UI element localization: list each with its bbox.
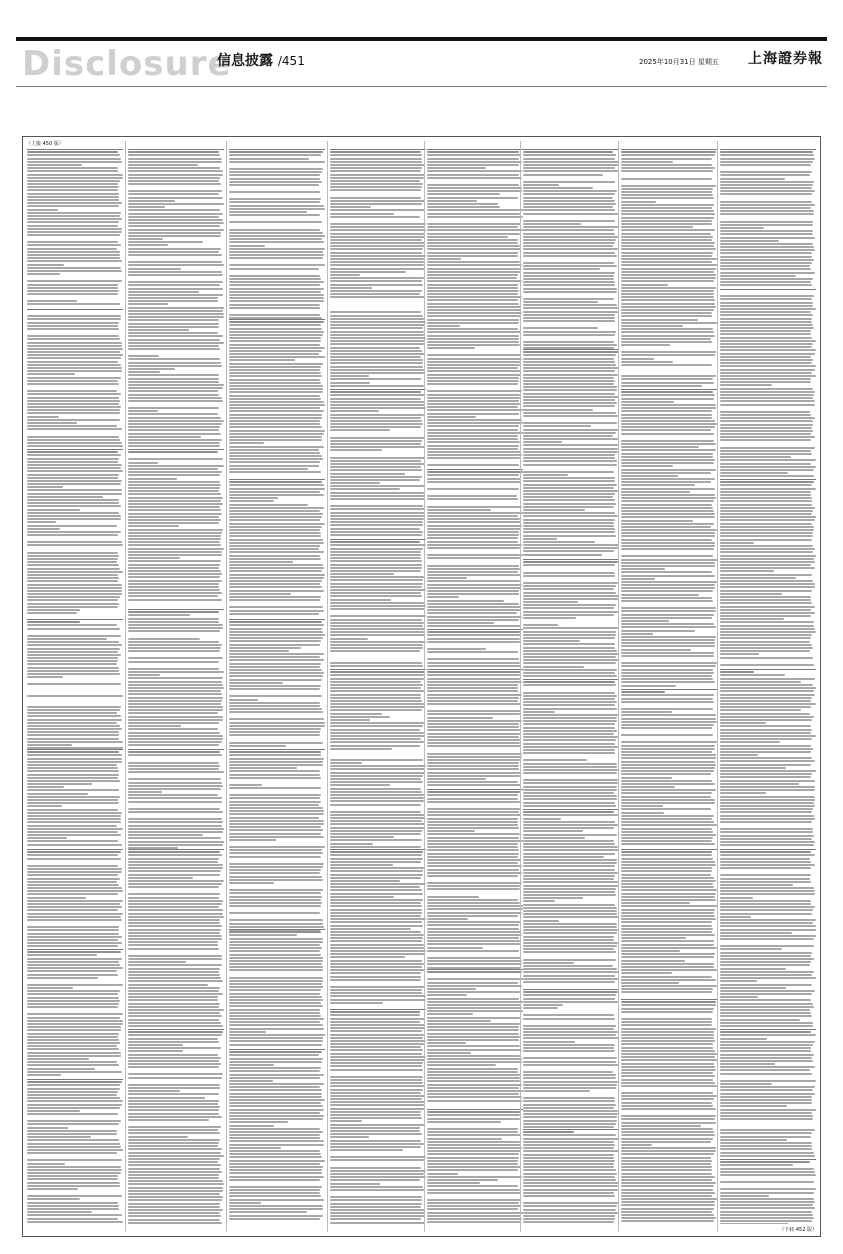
page-title	[217, 52, 305, 70]
announcement-block	[128, 1029, 224, 1224]
column-rule	[226, 141, 227, 1232]
announcement-block	[27, 309, 123, 449]
announcement-block	[27, 619, 123, 749]
announcement-block	[427, 629, 523, 669]
content-frame	[22, 136, 821, 1237]
text-column	[720, 149, 816, 1224]
announcement-block	[427, 149, 523, 469]
newspaper-logo: 上海證券報	[748, 51, 823, 67]
announcement-block	[621, 149, 717, 389]
announcement-block	[427, 469, 523, 629]
announcement-block	[621, 849, 717, 999]
text-column	[523, 149, 619, 1224]
announcement-block	[229, 479, 325, 619]
announcement-block	[330, 1009, 426, 1224]
text-column	[229, 149, 325, 1224]
column-rule	[618, 141, 619, 1232]
top-rule	[16, 37, 827, 41]
announcement-block	[330, 389, 426, 539]
announcement-block	[523, 1129, 619, 1224]
announcement-block	[27, 1079, 123, 1224]
announcement-block	[523, 559, 619, 679]
announcement-block	[229, 619, 325, 749]
announcement-block	[128, 449, 224, 609]
text-column	[27, 149, 123, 1224]
announcement-block	[427, 1109, 523, 1224]
announcement-block	[128, 149, 224, 449]
announcement-block	[720, 849, 816, 1029]
announcement-block	[523, 149, 619, 349]
announcement-block	[128, 749, 224, 849]
announcement-block	[27, 949, 123, 1079]
section-word: Disclosure	[22, 44, 232, 84]
announcement-block	[720, 289, 816, 479]
column-rule	[424, 141, 425, 1232]
announcement-block	[330, 149, 426, 389]
announcement-block	[27, 749, 123, 849]
column-rule	[717, 141, 718, 1232]
announcement-block	[523, 989, 619, 1129]
masthead-rule	[16, 86, 827, 87]
title-text: 信息披露	[217, 53, 273, 69]
column-rule	[520, 141, 521, 1232]
announcement-block	[427, 789, 523, 969]
announcement-block	[621, 689, 717, 849]
text-column	[427, 149, 523, 1224]
announcement-block	[720, 1029, 816, 1159]
page-number: /451	[277, 54, 305, 68]
announcement-block	[523, 349, 619, 559]
column-rule	[125, 141, 126, 1232]
announcement-block	[720, 479, 816, 669]
announcement-block	[523, 809, 619, 989]
announcement-block	[229, 149, 325, 319]
announcement-block	[229, 319, 325, 479]
continued-from-note: （上接 450 版）	[26, 141, 64, 147]
announcement-block	[330, 539, 426, 669]
announcement-block	[523, 679, 619, 809]
announcement-block	[720, 149, 816, 289]
announcement-block	[229, 929, 325, 1049]
announcement-block	[229, 749, 325, 929]
announcement-block	[720, 669, 816, 849]
text-column	[330, 149, 426, 1224]
announcement-block	[621, 389, 717, 689]
column-rule	[327, 141, 328, 1232]
announcement-block	[128, 849, 224, 1029]
announcement-block	[720, 1159, 816, 1224]
announcement-block	[128, 609, 224, 749]
issue-date: 2025年10月31日 星期五	[639, 58, 719, 66]
continued-to-note: （下转 452 版）	[779, 1227, 817, 1233]
announcement-block	[330, 849, 426, 1009]
masthead	[16, 44, 827, 84]
announcement-block	[27, 449, 123, 619]
text-column	[128, 149, 224, 1224]
announcement-block	[330, 669, 426, 849]
text-column	[621, 149, 717, 1224]
announcement-block	[27, 149, 123, 309]
announcement-block	[621, 999, 717, 1224]
announcement-block	[229, 1049, 325, 1224]
announcement-block	[427, 969, 523, 1109]
announcement-block	[427, 669, 523, 789]
announcement-block	[27, 849, 123, 949]
